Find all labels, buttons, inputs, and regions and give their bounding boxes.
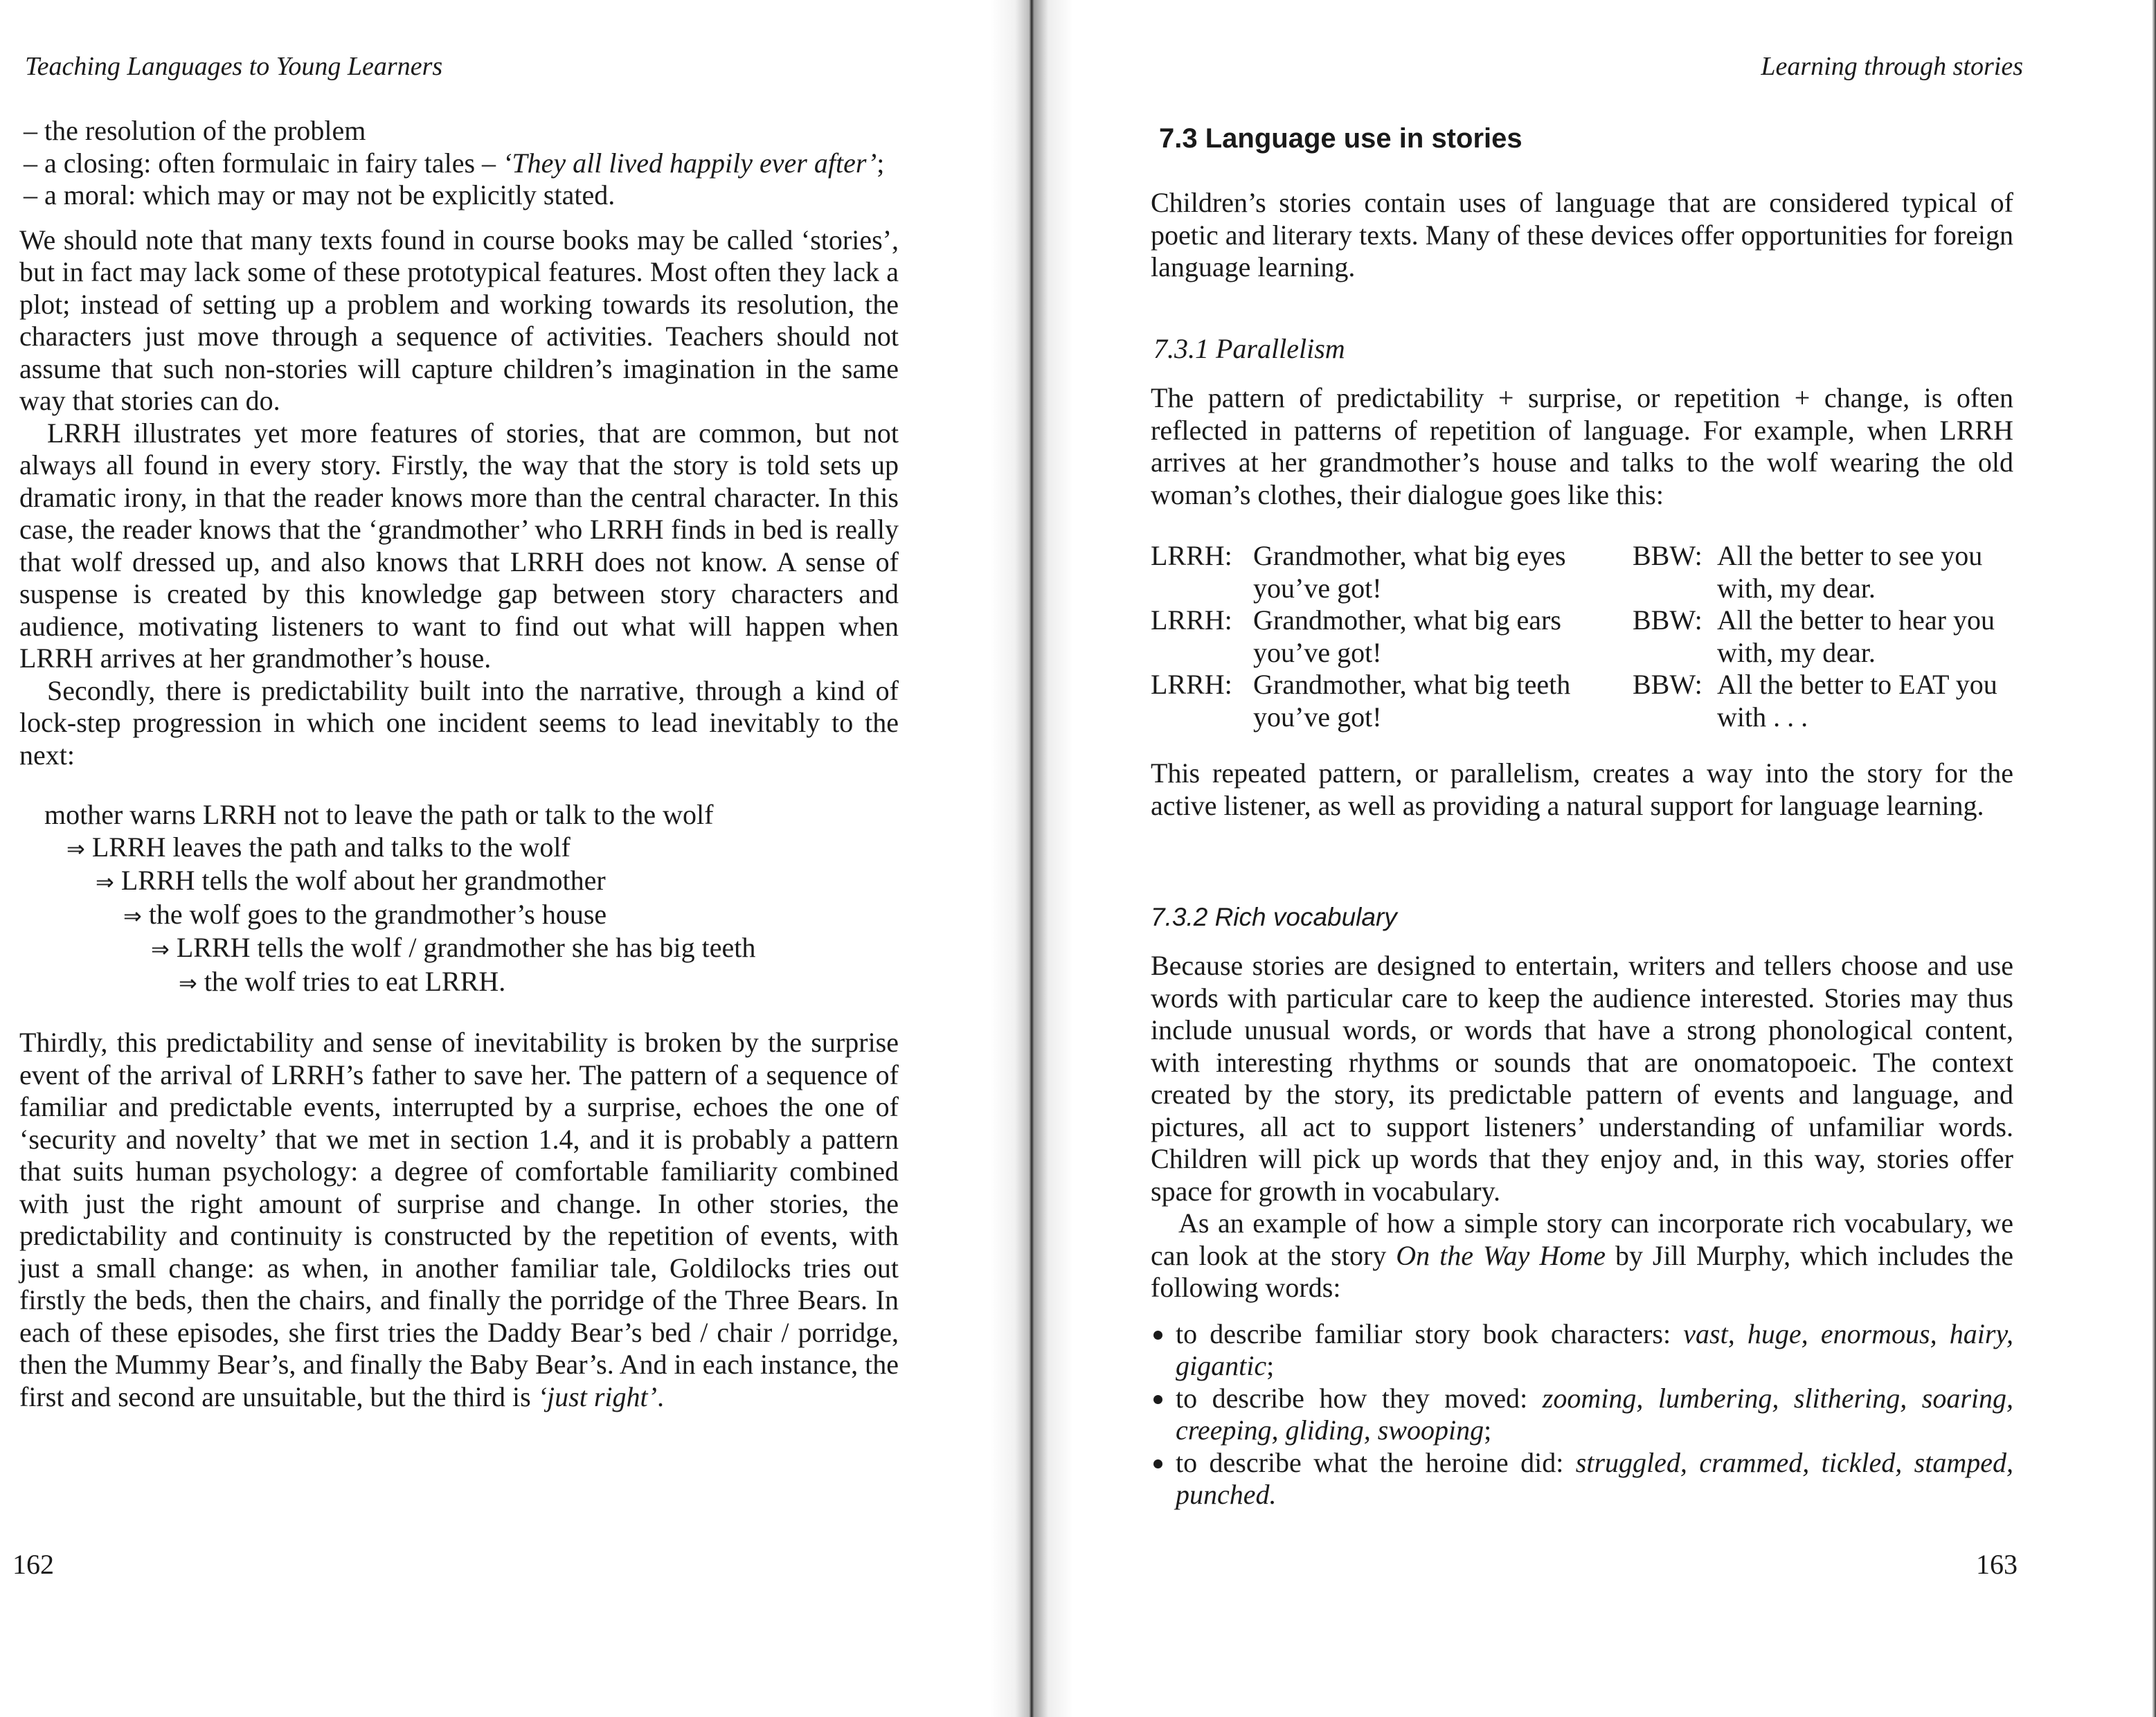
chain-step: ⇒ LRRH leaves the path and talks to the wolf: [19, 831, 899, 865]
double-arrow-icon: ⇒: [151, 936, 170, 962]
vocabulary-list: [1151, 1318, 2013, 1511]
paragraph: This repeated pattern, or parallelism, creates a way into the story for the active listener, as well as providing a natural support for language learning.: [1151, 757, 2013, 821]
double-arrow-icon: ⇒: [66, 835, 85, 862]
running-head-left: Teaching Languages to Young Learners: [25, 52, 443, 81]
list-item: – a closing: often formulaic in fairy tales – ‘They all lived happily ever after’;: [19, 147, 899, 180]
dialogue-row: LRRH: Grandmother, what big eyes you’ve got! BBW: All the better to see you with, my dear.: [1151, 540, 1983, 604]
dialogue-block: [1151, 540, 2013, 733]
parallelism-text: [1151, 382, 2013, 511]
chain-step: ⇒ LRRH tells the wolf / grandmother she has big teeth: [19, 932, 899, 966]
double-arrow-icon: ⇒: [179, 969, 197, 996]
list-item: to describe familiar story book characters: vast, huge, enormous, hairy, gigantic;: [1151, 1318, 2013, 1383]
dialogue-row: LRRH: Grandmother, what big ears you’ve got! BBW: All the better to hear you with, my dear.: [1151, 604, 1995, 668]
story-elements-list: [19, 115, 899, 212]
chain-step: ⇒ the wolf tries to eat LRRH.: [19, 966, 899, 1000]
double-arrow-icon: ⇒: [96, 869, 114, 895]
list-item: to describe how they moved: zooming, lumbering, slithering, soaring, creeping, gliding, swooping;: [1151, 1383, 2013, 1447]
vocabulary-text: [1151, 950, 2013, 1511]
paragraph: As an example of how a simple story can incorporate rich vocabulary, we can look at the story On the Way Home by Jill Murphy, which includes the following words:: [1151, 1207, 2013, 1303]
intro-text: [1151, 187, 2013, 284]
paragraph: LRRH illustrates yet more features of stories, that are common, but not always all found in every story. Firstly, the way that the story is told sets up dramatic irony, in that the reader knows more than the central character. In this case, the reader knows that the ‘grandmother’ who LRRH finds in bed is really that wolf dressed up, and also knows that LRRH does not know. A sense of suspense is created by this knowledge gap between story characters and audience, motivating listeners to want to find out what will happen when LRRH arrives at her grandmother’s house.: [19, 417, 899, 674]
double-arrow-icon: ⇒: [123, 902, 142, 929]
running-head-right: Learning through stories: [1761, 52, 2023, 81]
section-title: 7.3 Language use in stories: [1159, 123, 1522, 154]
paragraph: Secondly, there is predictability built into the narrative, through a kind of lock-step progression in which one incident seems to lead inevitably to the next:: [19, 674, 899, 771]
list-item: – the resolution of the problem: [19, 115, 899, 147]
chain-step: mother warns LRRH not to leave the path or talk to the wolf: [44, 799, 714, 830]
event-chain: [19, 799, 899, 999]
dialogue-table: [1151, 540, 1997, 733]
list-item: to describe what the heroine did: struggled, crammed, tickled, stamped, punched.: [1151, 1447, 2013, 1511]
page-number-right: 163: [1976, 1549, 2018, 1580]
dialogue-row: LRRH: Grandmother, what big teeth you’ve got! BBW: All the better to EAT you with . . .: [1151, 669, 1997, 732]
subsection-title-vocabulary: 7.3.2 Rich vocabulary: [1151, 903, 1397, 931]
page-number-left: 162: [12, 1549, 54, 1580]
subsection-title-parallelism: 7.3.1 Parallelism: [1153, 333, 1345, 364]
parallelism-after-text: [1151, 757, 2013, 822]
chain-step: ⇒ LRRH tells the wolf about her grandmother: [19, 865, 899, 899]
left-page: [0, 0, 1004, 1717]
left-text: [19, 115, 899, 1413]
paragraph: The pattern of predictability + surprise, or repetition + change, is often reflected in patterns of repetition of language. For example, when LRRH arrives at her grandmother’s house and talks to the wolf wearing the old woman’s clothes, their dialogue goes like this:: [1151, 382, 2013, 510]
paragraph: We should note that many texts found in course books may be called ‘stories’, but in fact may lack some of these prototypical features. Most often they lack a plot; instead of setting up a problem and working towards its resolution, the characters just move through a sequence of activities. Teachers should not assume that such non-stories will capture children’s imagination in the same way that stories can do.: [19, 224, 899, 416]
paragraph: Because stories are designed to entertain, writers and tellers choose and use words with particular care to keep the audience interested. Stories may thus include unusual words, or words that have a strong phonological content, with interesting rhythms or sounds that are onomatopoeic. The context created by the story, its predictable pattern of events and language, and pictures, all act to support listeners’ understanding of unfamiliar words. Children will pick up words that they enjoy and, in this way, stories offer space for growth in vocabulary.: [1151, 950, 2013, 1207]
right-page: [1032, 0, 2156, 1717]
paragraph: Thirdly, this predictability and sense of inevitability is broken by the surprise event of the arrival of LRRH’s father to save her. The pattern of a sequence of familiar and predictable events, interrupted by a surprise, echoes the one of ‘security and novelty’ that we met in section 1.4, and it is probably a pattern that suits human psychology: a degree of comfortable familiarity combined with just the right amount of surprise and change. In other stories, the predictability and continuity is constructed by the repetition of events, with just a small change: as when, in another familiar tale, Goldilocks tries out firstly the beds, then the chairs, and finally the porridge of the Three Bears. In each of these episodes, she first tries the Daddy Bear’s bed / chair / porridge, then the Mummy Bear’s, and finally the Baby Bear’s. And in each instance, the first and second are unsuitable, but the third is ‘just right’.: [19, 1027, 899, 1412]
list-item: – a moral: which may or may not be explicitly stated.: [19, 179, 899, 212]
chain-step: ⇒ the wolf goes to the grandmother’s house: [19, 899, 899, 933]
paragraph: Children’s stories contain uses of language that are considered typical of poetic and literary texts. Many of these devices offer opportunities for foreign language learning.: [1151, 187, 2013, 282]
